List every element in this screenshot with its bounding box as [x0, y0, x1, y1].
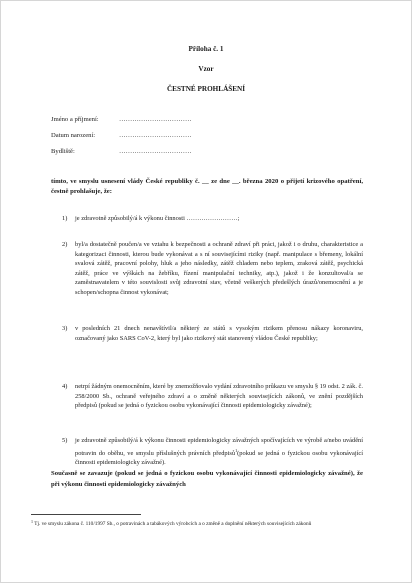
- annex-label: Příloha č. 1: [188, 45, 224, 53]
- item-text: je zdravotně způsobilý/á k výkonu činnosti ……………………;: [75, 215, 240, 222]
- item-text: v posledních 21 dnech nenavštívil/a některý ze států s vysokým rizikem přenosu nákazy koronaviru, označovaný jako SARS CoV-2, který byl jako rizikový stát stanovený vládou České republiky;: [75, 325, 363, 342]
- footnote-reference: 1: [235, 447, 238, 453]
- item-number: 2): [62, 241, 68, 248]
- item-number: 1): [62, 215, 68, 222]
- name-label: Jméno a příjmení:: [51, 116, 99, 123]
- item-number: 3): [62, 325, 68, 332]
- name-field: [51, 116, 192, 123]
- item-text: byl/a dostatečně poučen/a ve vztahu k bezpečnosti a ochraně zdraví při práci, jakož i o druhu, charakteristice a kategorizaci činnosti, kterou bude vykonávat a s ní souvisejícími riziky (např. manipulace s břemeny, lokální svalová zátěž, pracovní polohy, hluk a jeho následky, zátěž chladem nebo teplem, zraková zátěž, psychická zátěž, práce ve výškách na žebříku, řízení manipulační techniky, atp.), jakož i že konzultoval/a se zaměstnavatelem v této souvislosti svůj zdravotní stav, včetně veškerých předešlých úrazů/onemocnění a je schopen/schopna činnost vykonávat;: [75, 241, 363, 296]
- sample-label: Vzor: [198, 65, 214, 73]
- item-text: netrpí žádným onemocněním, které by znemožňovalo vydání zdravotního průkazu ve smyslu § 19 odst. 2 zák. č. 258/2000 Sb., ochraně veřejného zdraví a o změně některých souvisejících zákonů, ve znění pozdějších předpisů (pokud se jedná o fyzickou osobu vykonávající činnosti epidemiologicky závažné);: [75, 383, 363, 409]
- item-text-after: (pokud se jedná o fyzickou osobu vykonávající činnosti epidemiologicky závažné).: [75, 449, 364, 467]
- item-number: 4): [62, 383, 68, 390]
- name-value: ……………………………: [119, 116, 192, 123]
- residence-value: ……………………………: [119, 148, 192, 155]
- intro-paragraph: tímto, ve smyslu usnesení vlády České republiky č. __ ze dne __. března 2020 o přijetí krizového opatření, čestně prohlašuje, že:: [51, 178, 363, 195]
- closing-paragraph: Současně se zavazuje (pokud se jedná o fyzickou osobu vykonávající činnosti epidemiologicky závažné), že při výkonu činnosti epidemiologicky závažných: [51, 470, 363, 488]
- item-number: 5): [62, 437, 68, 444]
- residence-label: Bydliště:: [51, 148, 75, 155]
- birthdate-field: [51, 132, 192, 139]
- birthdate-label: Datum narození:: [51, 132, 96, 139]
- residence-field: [51, 148, 192, 155]
- footnote-divider: [31, 514, 141, 515]
- footnote-mark: 1: [31, 519, 33, 524]
- item-text: [75, 436, 363, 468]
- document-title: ČESTNÉ PROHLÁŠENÍ: [166, 85, 246, 93]
- footnote: [31, 518, 361, 528]
- item-text-main: je zdravotně způsobilý/á k výkonu činnosti epidemiologicky závažných spočívajících ve výrobě a/nebo uvádění potravin do oběhu, ve smyslu příslušných právních předpisů: [75, 437, 363, 457]
- footnote-text: Tj. ve smyslu zákona č. 110/1997 Sb., o potravinách a tabákových výrobcích a o změně a doplnění některých souvisejících zákonů: [34, 521, 312, 527]
- birthdate-value: ……………………………: [119, 132, 192, 139]
